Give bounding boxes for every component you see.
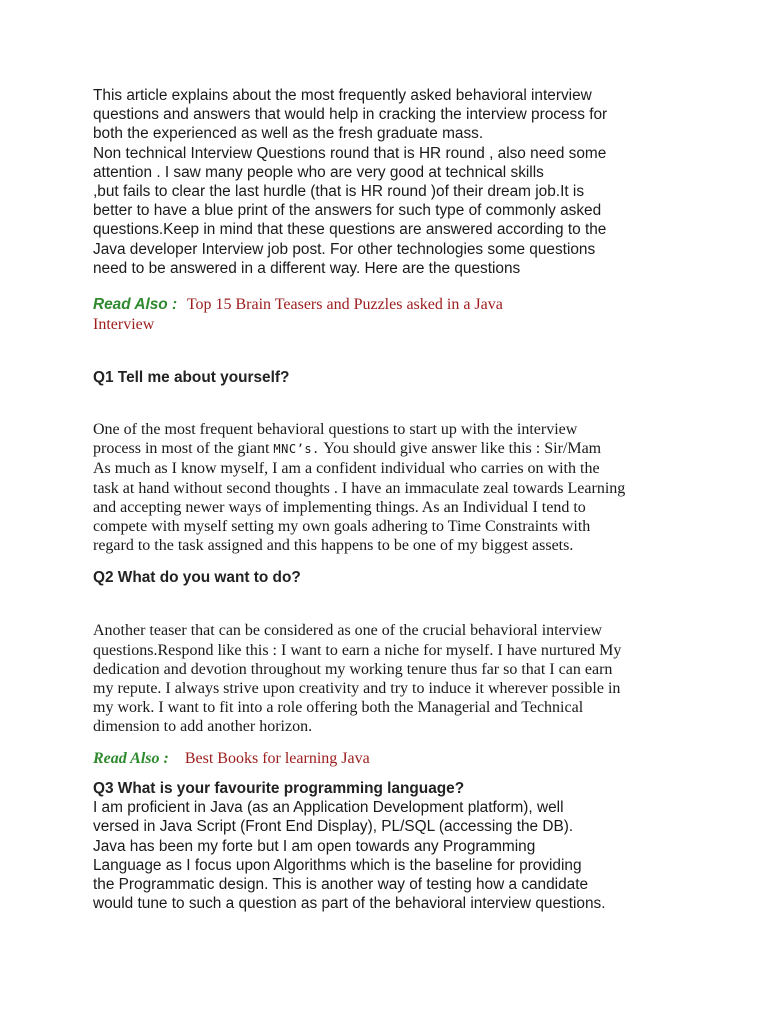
answer-line: dimension to add another horizon.	[93, 718, 313, 736]
answer-line: Language as I focus upon Algorithms which is the baseline for providing	[93, 856, 582, 874]
answer-text: You should give answer like this : Sir/Mam	[319, 440, 602, 458]
intro-line: This article explains about the most frequently asked behavioral interview	[93, 87, 592, 104]
answer-line: regard to the task assigned and this happens to be one of my biggest assets.	[93, 537, 574, 555]
intro-line: better to have a blue print of the answers for such type of commonly asked	[93, 202, 602, 220]
question-heading: Q2 What do you want to do?	[93, 569, 301, 587]
intro-line: both the experienced as well as the fresh graduate mass.	[93, 125, 484, 143]
answer-paragraph	[93, 798, 683, 913]
intro-line: need to be answered in a different way. Here are the questions	[93, 259, 521, 277]
answer-line: and accepting newer ways of implementing things. As an Individual I tend to	[93, 498, 586, 516]
intro-line: questions and answers that would help in cracking the interview process for	[93, 106, 608, 124]
answer-line: the Programmatic design. This is another way of testing how a candidate	[93, 875, 589, 893]
answer-line: As much as I know myself, I am a confident individual who carries on with the	[93, 460, 600, 478]
answer-line: Java has been my forte but I am open towards any Programming	[93, 837, 536, 855]
mnc-text: MNC’s.	[273, 442, 320, 457]
article-body	[93, 86, 683, 913]
intro-paragraph	[93, 86, 683, 278]
answer-paragraph	[93, 621, 683, 736]
intro-line: questions.Keep in mind that these questions are answered according to the	[93, 221, 607, 239]
read-also-block	[93, 295, 683, 334]
answer-line: Another teaser that can be considered as one of the crucial behavioral interview	[93, 622, 603, 640]
question-heading: Q3 What is your favourite programming language?	[93, 780, 465, 798]
read-also-link[interactable]: Best Books for learning Java	[184, 749, 370, 767]
answer-line: versed in Java Script (Front End Display), PL/SQL (accessing the DB).	[93, 818, 574, 836]
answer-line: questions.Respond like this : I want to earn a niche for myself. I have nurtured My	[93, 641, 622, 659]
intro-line: attention . I saw many people who are very good at technical skills	[93, 163, 544, 181]
read-also-label: Read Also :	[93, 296, 178, 314]
read-also-link[interactable]: Top 15 Brain Teasers and Puzzles asked in a Java	[186, 296, 503, 314]
intro-line: Non technical Interview Questions round that is HR round , also need some	[93, 144, 607, 162]
intro-line: ,but fails to clear the last hurdle (that is HR round )of their dream job.It is	[93, 183, 585, 201]
intro-line: Java developer Interview job post. For other technologies some questions	[93, 240, 596, 258]
answer-line: dedication and devotion throughout my working tenure thus far so that I can earn	[93, 660, 613, 678]
answer-line	[93, 439, 683, 459]
answer-text: process in most of the giant	[93, 440, 274, 458]
read-also-link-continued[interactable]: Interview	[93, 315, 155, 333]
answer-line: my work. I want to fit into a role offering both the Managerial and Technical	[93, 699, 584, 717]
answer-line: my repute. I always strive upon creativity and try to induce it wherever possible in	[93, 680, 621, 698]
answer-line: One of the most frequent behavioral questions to start up with the interview	[93, 421, 578, 439]
answer-line: would tune to such a question as part of the behavioral interview questions.	[93, 895, 606, 913]
answer-paragraph	[93, 420, 683, 555]
answer-line: compete with myself setting my own goals adhering to Time Constraints with	[93, 518, 591, 536]
question-heading: Q1 Tell me about yourself?	[93, 369, 290, 387]
answer-line: I am proficient in Java (as an Application Development platform), well	[93, 799, 564, 817]
answer-line: task at hand without second thoughts . I have an immaculate zeal towards Learning	[93, 479, 626, 497]
read-also-block	[93, 749, 683, 769]
read-also-label: Read Also :	[93, 749, 169, 767]
